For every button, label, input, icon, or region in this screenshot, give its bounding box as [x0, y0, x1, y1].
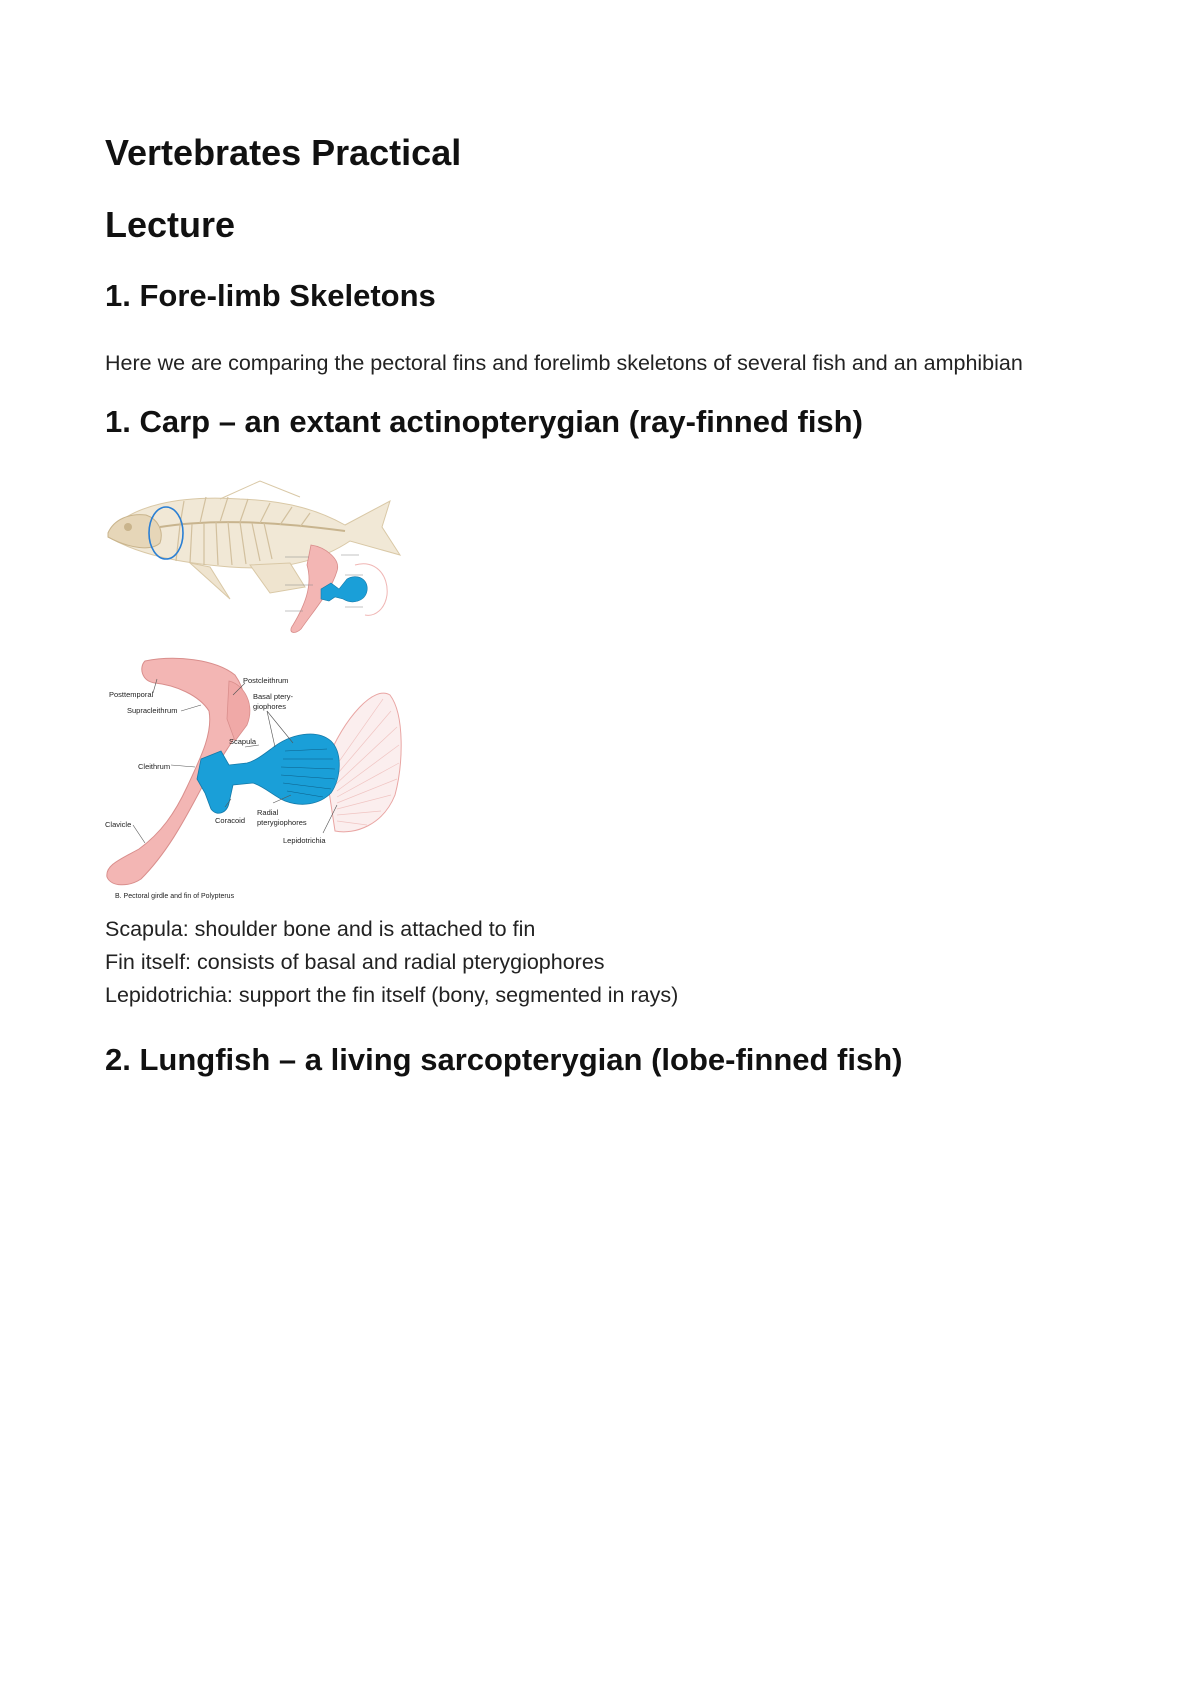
note-lepidotrichia: Lepidotrichia: support the fin itself (bony, segmented in rays) [105, 983, 679, 1007]
label-radial-1: Radial [257, 808, 279, 817]
note-scapula: Scapula: shoulder bone and is attached to fin [105, 917, 536, 941]
document-title: Vertebrates Practical [105, 132, 462, 173]
label-clavicle: Clavicle [105, 820, 132, 829]
note-fin: Fin itself: consists of basal and radial pterygiophores [105, 950, 605, 974]
section-heading-forelimb: 1. Fore-limb Skeletons [105, 278, 436, 313]
label-postcleithrum: Postcleithrum [243, 676, 289, 685]
label-coracoid: Coracoid [215, 816, 246, 825]
pectoral-girdle-diagram [105, 655, 415, 900]
intro-paragraph: Here we are comparing the pectoral fins and forelimb skeletons of several fish and an amphibian [105, 351, 1023, 375]
section-heading-lungfish: 2. Lungfish – a living sarcopterygian (lobe-finned fish) [105, 1042, 903, 1077]
label-cleithrum: Cleithrum [138, 762, 171, 771]
document-subtitle: Lecture [105, 204, 236, 245]
label-posttemporal: Posttemporal [109, 690, 154, 699]
section-heading-carp: 1. Carp – an extant actinopterygian (ray-finned fish) [105, 404, 863, 439]
label-radial-2: pterygiophores [257, 818, 307, 827]
label-basal-2: giophores [253, 702, 286, 711]
label-lepidotrichia: Lepidotrichia [283, 836, 326, 845]
label-scapula: Scapula [229, 737, 257, 746]
label-supracleithrum: Supracleithrum [127, 706, 178, 715]
label-basal-1: Basal ptery- [253, 692, 294, 701]
figure-caption: B. Pectoral girdle and fin of Polypterus [115, 893, 235, 900]
carp-skeleton-figure [100, 475, 410, 645]
